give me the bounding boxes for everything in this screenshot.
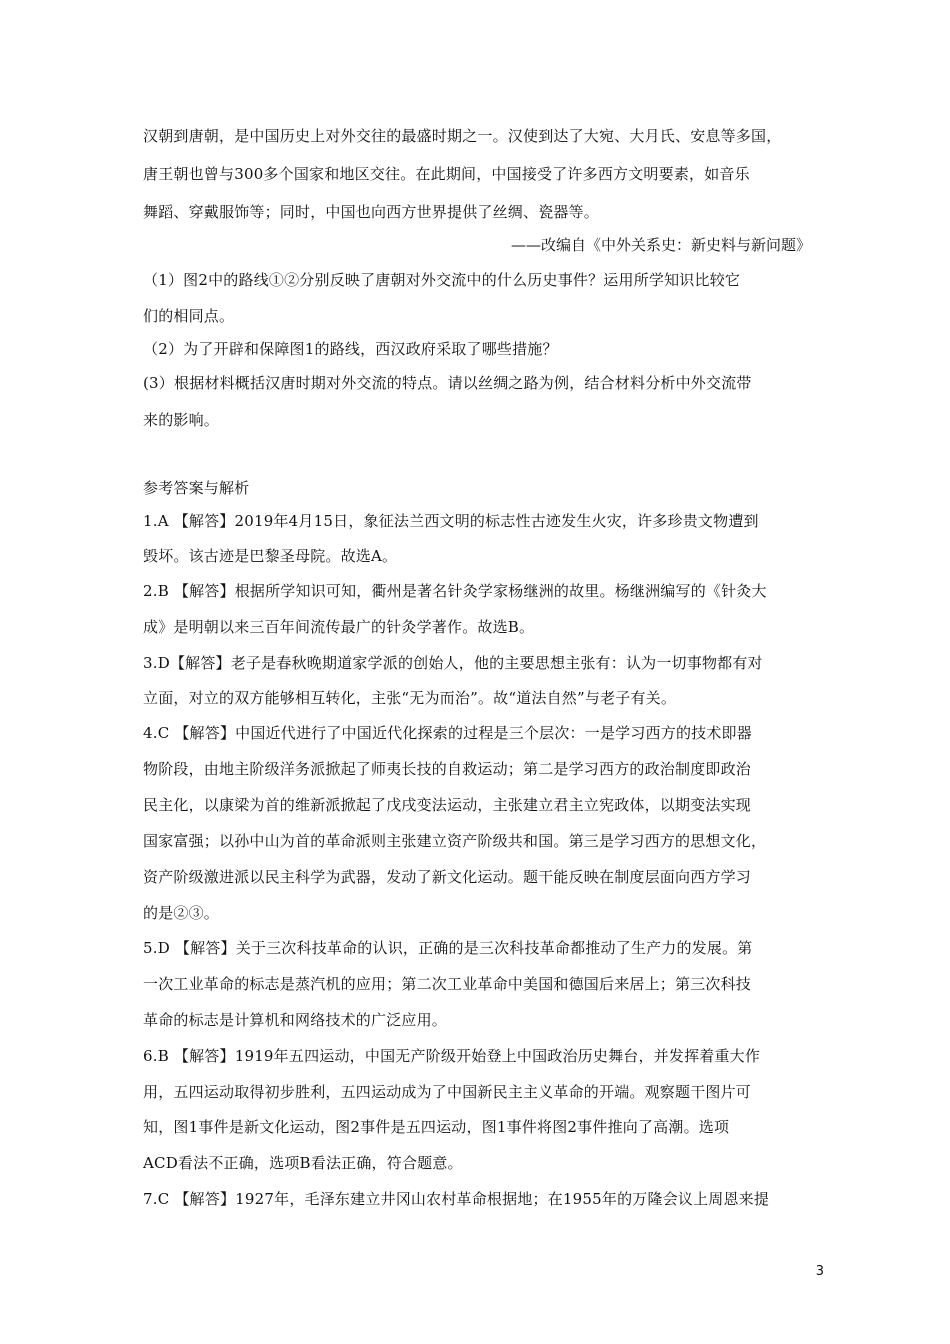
answer-line-8: 物阶段，由地主阶级洋务派掀起了师夷长技的自救运动；第二是学习西方的政治制度即政治 [143,760,752,778]
answer-line-6: 立面，对立的双方能够相互转化，主张“无为而治”。故“道法自然”与老子有关。 [143,689,677,707]
answer-line-14: 一次工业革命的标志是蒸汽机的应用；第二次工业革命中美国和德国后来居上；第三次科技 [143,975,752,993]
material-line-1: 汉朝到唐朝，是中国历史上对外交往的最盛时期之一。汉使到达了大宛、大月氏、安息等多国， [143,127,782,145]
answer-line-15: 革命的标志是计算机和网络技术的广泛应用。 [143,1011,448,1029]
answer-line-16: 6.B 【解答】1919年五四运动，中国无产阶级开始登上中国政治历史舞台，并发挥着重大作 [143,1047,761,1065]
answer-line-11: 资产阶级激进派以民主科学为武器，发动了新文化运动。题干能反映在制度层面向西方学习 [143,868,752,886]
answers-heading: 参考答案与解析 [143,479,250,497]
answer-line-20: 7.C 【解答】1927年，毛泽东建立井冈山农村革命根据地；在1955年的万隆会议上周恩来提 [143,1190,770,1208]
question-line-1: （1）图2中的路线①②分别反映了唐朝对外交流中的什么历史事件？运用所学知识比较它 [143,271,741,289]
answer-line-4: 成》是明朝以来三百年间流传最广的针灸学著作。故选B。 [143,618,535,636]
question-line-2: 们的相同点。 [143,307,235,325]
question-line-5: 来的影响。 [143,411,220,429]
material-source: ——改编自《中外关系史：新史料与新问题》 [510,236,811,254]
material-line-2: 唐王朝也曾与300多个国家和地区交往。在此期间，中国接受了许多西方文明要素，如音乐 [143,165,750,183]
answer-line-18: 知，图1事件是新文化运动，图2事件是五四运动，图1事件将图2事件推向了高潮。选项 [143,1118,730,1136]
answer-line-9: 民主化，以康梁为首的维新派掀起了戊戌变法运动，主张建立君主立宪政体，以期变法实现 [143,796,752,814]
answer-line-19: ACD看法不正确，选项B看法正确，符合题意。 [143,1154,463,1172]
question-line-4: (3）根据材料概括汉唐时期对外交流的特点。请以丝绸之路为例，结合材料分析中外交流带 [143,374,752,392]
answer-line-1: 1.A 【解答】2019年4月15日，象征法兰西文明的标志性古迹发生火灾，许多珍贵文物遭到 [143,512,759,530]
answer-line-7: 4.C 【解答】中国近代进行了中国近代化探索的过程是三个层次：一是学习西方的技术即器 [143,724,752,742]
material-line-3: 舞蹈、穿戴服饰等；同时，中国也向西方世界提供了丝绸、瓷器等。 [143,203,600,221]
question-line-3: （2）为了开辟和保障图1的路线，西汉政府采取了哪些措施？ [143,340,558,358]
answer-line-3: 2.B 【解答】根据所学知识可知，衢州是著名针灸学家杨继洲的故里。杨继洲编写的《针灸大 [143,582,767,600]
answer-line-5: 3.D【解答】老子是春秋晚期道家学派的创始人，他的主要思想主张有：认为一切事物都有对 [143,654,763,672]
answer-line-2: 毁坏。该古迹是巴黎圣母院。故选A。 [143,547,398,565]
answer-line-17: 用，五四运动取得初步胜利，五四运动成为了中国新民主主义革命的开端。观察题干图片可 [143,1083,752,1101]
answer-line-10: 国家富强；以孙中山为首的革命派则主张建立资产阶级共和国。第三是学习西方的思想文化， [143,832,767,850]
answer-line-12: 的是②③。 [143,904,220,922]
page-number: 3 [815,1264,824,1279]
answer-line-13: 5.D 【解答】关于三次科技革命的认识，正确的是三次科技革命都推动了生产力的发展。第 [143,939,753,957]
